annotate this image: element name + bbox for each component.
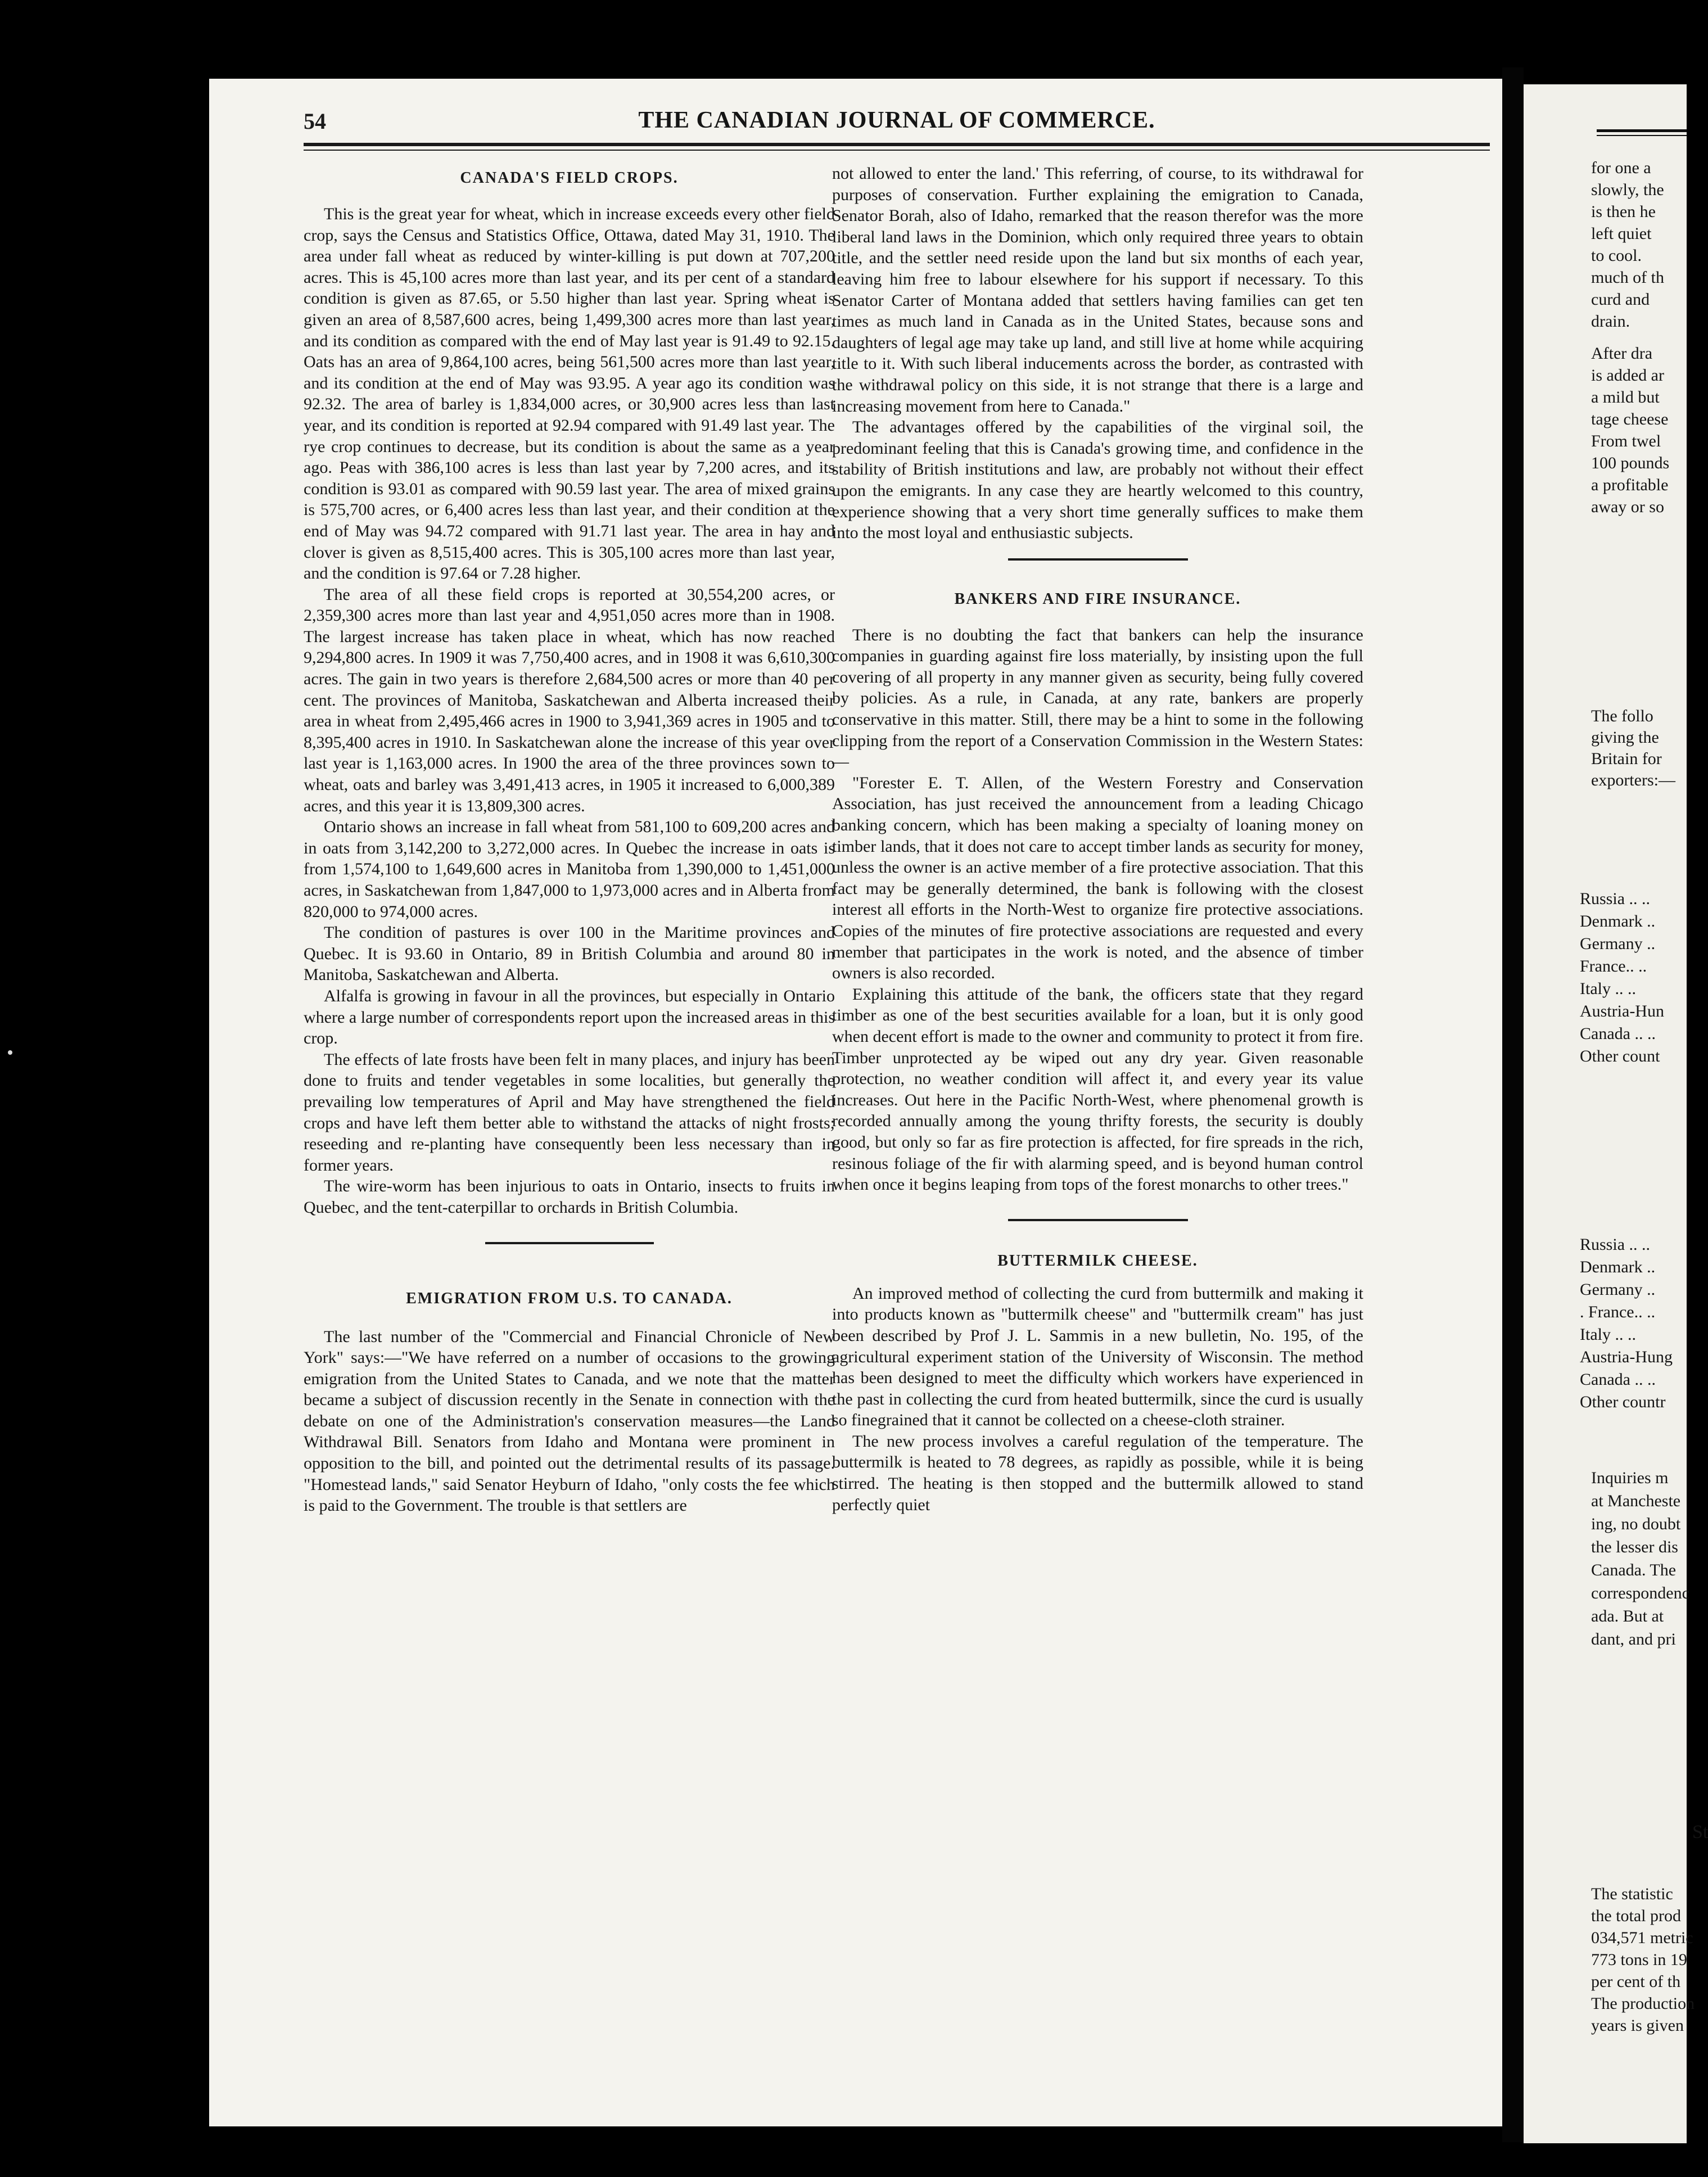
adjacent-text-line: slowly, the bbox=[1591, 180, 1664, 199]
article-paragraph: This is the great year for wheat, which in increase exceeds every other field crop, says the Census and Statistics Office, Ottawa, dated May 31, 1910. The area under fall wheat as reduced by winter-killing is put down at 707,200 acres. This is 45,100 acres more than last year, and its per cent of a standard condition is given as 87.65, or 5.50 higher than last year. Spring wheat is given an area of 8,587,600 acres, being 1,499,300 acres more than last year, and its condition as compared with the end of May last year is 91.49 to 92.15. Oats has an area of 9,864,100 acres, being 561,500 acres more than last year, and its condition at the end of May was 93.95. A year ago its condition was 92.32. The area of barley is 1,834,000 acres, or 30,900 acres less than last year, and its condition is reported at 92.94 compared with 91.49 last year. The rye crop continues to decrease, but its condition is about the same as a year ago. Peas with 386,100 acres is less than last year by 7,200 acres, and its condition is 93.01 as compared with 90.59 last year. The area of mixed grains is 575,700 acres, or 6,400 acres less than last year, and their condition at the end of May was 94.72 compared with 91.71 last year. The area in hay and clover is given as 8,515,400 acres. This is 305,100 acres more than last year, and the condition is 97.64 or 7.28 higher. bbox=[304, 205, 835, 583]
article-title: BUTTERMILK CHEESE. bbox=[997, 1252, 1198, 1270]
adjacent-text-line: From twel bbox=[1591, 432, 1661, 450]
adjacent-text-line: for one a bbox=[1591, 159, 1651, 177]
margin-speck bbox=[8, 1050, 12, 1055]
header-rule bbox=[304, 143, 1490, 146]
article-paragraph: The condition of pastures is over 100 in the Maritime provinces and Quebec. It is 93.60 in Ontario, 89 in British Columbia and around 80 in Manitoba, Saskatchewan and Alberta. bbox=[304, 923, 835, 984]
article-bankers-fire-insurance bbox=[832, 590, 1363, 1195]
adjacent-text-line: Canada. The bbox=[1591, 1561, 1677, 1579]
article-paragraph: The last number of the "Commercial and Financial Chronicle of New York" says:—"We have referred on a number of occasions to the growing emigration from the United States to Canada, and we note that the matter became a subject of discussion recently in the Senate in connection with the debate on one of the Administration's conservation measures—the Land Withdrawal Bill. Senators from Idaho and Montana were prominent in opposition to the bill, and pointed out the detrimental results of its passage. "Homestead lands," said Senator Heyburn of Idaho, "only costs the fee which is paid to the Government. The trouble is that settlers are bbox=[304, 1327, 835, 1515]
adjacent-text-line: years is given bbox=[1591, 2016, 1684, 2035]
adjacent-table-row: Germany .. bbox=[1580, 934, 1656, 953]
adjacent-text-line: per cent of th bbox=[1591, 1972, 1681, 1991]
adjacent-text-line: curd and bbox=[1591, 290, 1650, 309]
adjacent-text-line: drain. bbox=[1591, 312, 1630, 331]
article-paragraph: "Forester E. T. Allen, of the Western Forestry and Conservation Association, has just received the announcement from a leading Chicago banking concern, which has been making a specialty of loaning money on timber lands, that it does not care to accept timber lands as security for money, unless the owner is an active member of a fire protective association. That this fact may be generally determined, the bank is following with the closest interest all efforts in the North-West to organize fire protective associations. Copies of the minutes of fire protective associations are requested and every member that participates in the work is noted, and the absence of timber owners is also recorded. bbox=[832, 773, 1363, 983]
adjacent-text-line: to cool. bbox=[1591, 246, 1642, 265]
article-title: CANADA'S FIELD CROPS. bbox=[460, 169, 679, 187]
adjacent-table-row: France.. .. bbox=[1580, 957, 1647, 975]
adjacent-table-row: Other countr bbox=[1580, 1393, 1666, 1411]
adjacent-text-line: The follo bbox=[1591, 707, 1653, 725]
article-paragraph: The advantages offered by the capabilities of the virginal soil, the predominant feeling that this is Canada's growing time, and confidence in the stability of British institutions and law, are probably not without their effect upon the emigrants. In any case they are heartly welcomed to this country, experience showing that a very short time generally suffices to make them into the most loyal and enthusiastic subjects. bbox=[832, 418, 1363, 543]
article-emigration-continued bbox=[832, 163, 1363, 544]
adjacent-text-line: the total prod bbox=[1591, 1907, 1681, 1925]
article-paragraph: Explaining this attitude of the bank, the officers state that they regard timber as one of the best securities available for a loan, but it is only good when decent effort is made to the owner and community to protect it from fire. Timber unprotected ay be wiped out any dry year. Given reasonable protection, no weather condition will affect it, and every year its value increases. Out here in the Pacific North-West, where phenomenal growth is recorded annually among the young thrifty forests, the security is doubly good, but only so far as fire protection is affected, for fire spreads in the rich, resinous foliage of the fir with alarming speed, and is beyond human control when once it begins leaping from tops of the forest monarchs to other trees." bbox=[832, 984, 1363, 1194]
adjacent-text-line: After dra bbox=[1591, 344, 1653, 363]
article-paragraph: There is no doubting the fact that bankers can help the insurance companies in guarding against fire loss materially, by insisting upon the full covering of all property in any manner given as security, being fully covered by policies. As a rule, in Canada, at any rate, bankers are properly conservative in this matter. Still, there may be a hint to some in the following clipping from the report of a Conservation Commission in the Western States:— bbox=[832, 625, 1363, 771]
adjacent-text-line: correspondenc bbox=[1591, 1584, 1689, 1602]
article-emigration bbox=[304, 1289, 835, 1516]
adjacent-text-line: Britain for bbox=[1591, 749, 1662, 768]
page-gutter bbox=[1502, 67, 1524, 2142]
adjacent-table-row: Russia .. .. bbox=[1580, 889, 1651, 908]
article-title: EMIGRATION FROM U.S. TO CANADA. bbox=[406, 1289, 733, 1307]
adjacent-text-line: tage cheese bbox=[1591, 410, 1669, 428]
adjacent-text-line: 100 pounds bbox=[1591, 454, 1670, 472]
article-paragraph: not allowed to enter the land.' This referring, of course, to its withdrawal for purposes of conservation. Further explaining the emigration to Canada, Senator Borah, also of Idaho, remarked that the reason therefor was the more liberal land laws in the Dominion, which only required three years to obtain title, and the settler need reside upon the land but six months of each year, leaving him free to labour elsewhere for his support if necessary. To this Senator Carter of Montana added that settlers having families can get ten times as much land in Canada as in the United States, because sons and daughters of legal age may take up land, and still live at home while acquiring title to it. With such liberal inducements across the border, as contrasted with the withdrawal policy on this side, it is not strange that there is a large and increasing movement from here to Canada." bbox=[832, 164, 1363, 415]
adjacent-text-line: dant, and pri bbox=[1591, 1630, 1676, 1648]
adjacent-text-line: away or so bbox=[1591, 498, 1664, 516]
adjacent-table-row: Canada .. .. bbox=[1580, 1370, 1656, 1389]
adjacent-text-line: the lesser dis bbox=[1591, 1538, 1678, 1556]
article-paragraph: An improved method of collecting the curd from buttermilk and making it into products known as "buttermilk cheese" and "buttermilk cream" has just been described by Prof J. L. Sammis in a new bulletin, No. 195, of the agricultural experiment station of the University of Wisconsin. The method has been designed to meet the difficulty which workers have experienced in the past in collecting the curd from heated buttermilk, since the curd is usually so finegrained that it cannot be collected on a cheese-cloth strainer. bbox=[832, 1284, 1363, 1430]
adjacent-table-row: Austria-Hung bbox=[1580, 1348, 1673, 1366]
article-paragraph: The effects of late frosts have been felt in many places, and injury has been done to fruits and tender vegetables in some localities, but generally the prevailing low temperatures of April and May have strengthened the field crops and have left them better able to withstand the attacks of night frosts; reseeding and re-planting have consequently been less necessary than in former years. bbox=[304, 1050, 835, 1175]
header-rule-thin bbox=[304, 150, 1490, 151]
adjacent-table-row: Other count bbox=[1580, 1047, 1660, 1065]
journal-title: THE CANADIAN JOURNAL OF COMMERCE. bbox=[638, 107, 1155, 133]
adjacent-text-line: a profitable bbox=[1591, 476, 1669, 494]
adjacent-text-line: The statistic bbox=[1591, 1885, 1673, 1903]
adjacent-text-line: ing, no doubt bbox=[1591, 1515, 1681, 1533]
adjacent-text-line: giving the bbox=[1591, 728, 1659, 747]
adjacent-text-line: at Mancheste bbox=[1591, 1492, 1681, 1510]
adjacent-text-line: 773 tons in 19 bbox=[1591, 1950, 1687, 1969]
adjacent-table-row: Denmark .. bbox=[1580, 912, 1656, 931]
adjacent-table-row: . France.. .. bbox=[1580, 1303, 1656, 1321]
adjacent-text-line: 034,571 metric bbox=[1591, 1928, 1693, 1947]
adjacent-text-line: much of th bbox=[1591, 268, 1664, 287]
article-field-crops bbox=[304, 169, 835, 1218]
adjacent-text-line: a mild but bbox=[1591, 388, 1660, 407]
adjacent-text-line: is then he bbox=[1591, 202, 1656, 221]
adjacent-table-row: Canada .. .. bbox=[1580, 1024, 1656, 1043]
adjacent-header-rule bbox=[1597, 129, 1687, 137]
adjacent-table-row: Austria-Hun bbox=[1580, 1002, 1664, 1020]
adjacent-table-row: Denmark .. bbox=[1580, 1258, 1656, 1276]
article-paragraph: The area of all these field crops is reported at 30,554,200 acres, or 2,359,300 acres more than last year and 4,951,050 acres more than in 1908. The largest increase has taken place in wheat, which has now reached 9,294,800 acres. In 1909 it was 7,750,400 acres, and in 1908 it was 6,610,300 acres. The gain in two years is therefore 2,684,500 acres or more than 40 per cent. The provinces of Manitoba, Saskatchewan and Alberta increased their area in wheat from 2,495,466 acres in 1900 to 3,941,369 acres in 1905 and to 8,395,400 acres in 1910. In Saskatchewan alone the increase of this year over last year is 1,163,000 acres. In 1900 the area of the three provinces sown to wheat, oats and barley was 3,491,413 acres, in 1905 it increased to 6,000,389 acres, and this year it is 13,809,300 acres. bbox=[304, 585, 835, 815]
adjacent-text-line: The production bbox=[1591, 1994, 1695, 2013]
adjacent-table-row: Russia .. .. bbox=[1580, 1235, 1651, 1254]
journal-page bbox=[209, 79, 1512, 2126]
adjacent-table-row: Germany .. bbox=[1580, 1280, 1656, 1299]
adjacent-page-fragment bbox=[1524, 84, 1708, 2143]
article-paragraph: Ontario shows an increase in fall wheat from 581,100 to 609,200 acres and in oats from 3,142,200 to 3,272,000 acres. In Quebec the increase in oats is from 1,574,100 to 1,649,600 acres in Manitoba from 1,390,000 to 1,451,000 acres, in Saskatchewan from 1,847,000 to 1,973,000 acres and in Alberta from 820,000 to 974,000 acres. bbox=[304, 817, 835, 921]
adjacent-text-line: Inquiries m bbox=[1591, 1469, 1669, 1487]
article-buttermilk-cheese bbox=[832, 1252, 1363, 1516]
left-column bbox=[304, 163, 835, 2086]
adjacent-heading-fragment: St bbox=[1692, 1822, 1708, 1842]
adjacent-text-line: is added ar bbox=[1591, 366, 1664, 385]
article-paragraph: The wire-worm has been injurious to oats in Ontario, insects to fruits in Quebec, and the tent-caterpillar to orchards in British Columbia. bbox=[304, 1177, 835, 1217]
page-header bbox=[304, 98, 1490, 160]
adjacent-table-row: Italy .. .. bbox=[1580, 979, 1636, 998]
page-number: 54 bbox=[304, 109, 326, 134]
adjacent-text-line: left quiet bbox=[1591, 224, 1652, 243]
article-paragraph: The new process involves a careful regulation of the temperature. The buttermilk is heated to 78 degrees, as rapidly as possible, while it is being stirred. The heating is then stopped and the buttermilk allowed to stand perfectly quiet bbox=[832, 1431, 1363, 1514]
article-title: BANKERS AND FIRE INSURANCE. bbox=[954, 590, 1241, 608]
adjacent-text-line: ada. But at bbox=[1591, 1607, 1664, 1625]
adjacent-text-line: exporters:— bbox=[1591, 771, 1675, 789]
adjacent-table-row: Italy .. .. bbox=[1580, 1325, 1636, 1344]
right-column bbox=[832, 163, 1363, 2086]
article-paragraph: Alfalfa is growing in favour in all the provinces, but especially in Ontario where a large number of correspondents report upon the increased areas in this crop. bbox=[304, 986, 835, 1048]
